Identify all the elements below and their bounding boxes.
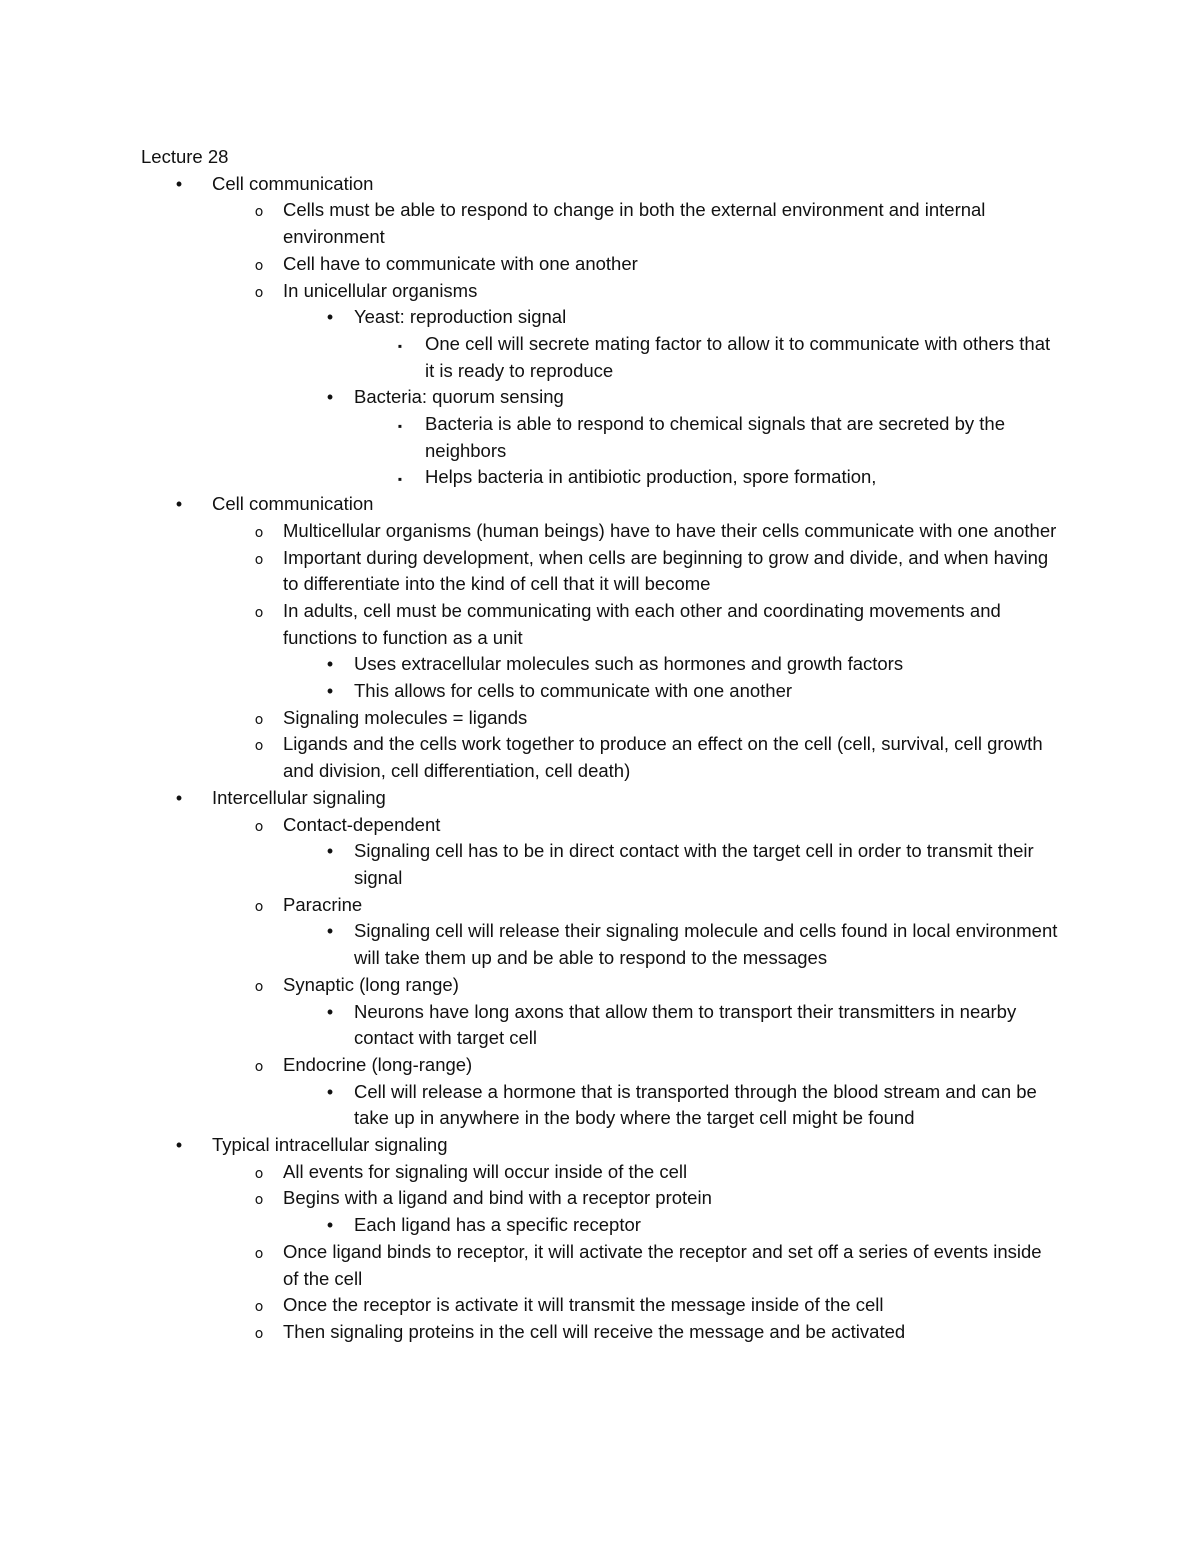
outline-item-text: This allows for cells to communicate with one another — [354, 680, 793, 702]
outline-item-text: Each ligand has a specific receptor — [354, 1214, 641, 1236]
outline-item-level-4 — [354, 464, 1061, 491]
circle-bullet-icon — [249, 972, 269, 1001]
bullet-icon — [320, 1079, 340, 1106]
bullet-icon — [320, 304, 340, 331]
circle-bullet-icon — [249, 598, 269, 627]
outline-item-level-1 — [141, 785, 1061, 1132]
outline-item-text: Uses extracellular molecules such as hormones and growth factors — [354, 653, 904, 675]
outline-item-text: Cell have to communicate with one another — [283, 252, 638, 274]
outline-item-level-2 — [212, 545, 1061, 598]
circle-bullet-icon — [249, 251, 269, 280]
circle-bullet-icon — [249, 197, 269, 226]
outline-item-level-2 — [212, 731, 1061, 784]
outline-item-level-2 — [212, 598, 1061, 705]
outline-sublist — [212, 197, 1061, 491]
bullet-icon — [320, 999, 340, 1026]
bullet-icon — [320, 651, 340, 678]
outline-item-level-2 — [212, 1239, 1061, 1292]
outline-item-level-3 — [283, 838, 1061, 891]
outline-item-level-4 — [354, 331, 1061, 384]
outline-item-level-2 — [212, 972, 1061, 1052]
outline-item-text: In adults, cell must be communicating with each other and coordinating movements and functions to function as a unit — [283, 599, 1001, 648]
outline-sublist — [212, 1159, 1061, 1346]
outline-item-level-2 — [212, 1185, 1061, 1238]
bullet-icon — [320, 384, 340, 411]
outline-item-text: Once the receptor is activate it will transmit the message inside of the cell — [283, 1294, 884, 1316]
bullet-icon — [169, 491, 189, 518]
outline-item-level-3 — [283, 1212, 1061, 1239]
outline-item-text: Bacteria is able to respond to chemical signals that are secreted by the neighbors — [425, 413, 1005, 461]
circle-bullet-icon — [249, 545, 269, 574]
outline-item-text: Once ligand binds to receptor, it will activate the receptor and set off a series of events inside of the cell — [283, 1240, 1042, 1289]
outline-item-text: Signaling cell has to be in direct contact with the target cell in order to transmit their signal — [354, 840, 1034, 888]
outline-item-text: Paracrine — [283, 893, 363, 915]
bullet-icon — [320, 1212, 340, 1239]
square-bullet-icon — [390, 464, 410, 493]
bullet-icon — [320, 918, 340, 945]
outline-item-text: Typical intracellular signaling — [212, 1134, 448, 1156]
outline-sublist — [212, 812, 1061, 1132]
outline-item-text: In unicellular organisms — [283, 279, 478, 301]
outline-item-level-2 — [212, 278, 1061, 492]
outline-sublist — [354, 411, 1061, 491]
outline-item-level-4 — [354, 411, 1061, 464]
document-content — [141, 144, 1061, 1346]
outline-sublist — [283, 304, 1061, 491]
outline-item-level-2 — [212, 251, 1061, 278]
outline-item-level-1 — [141, 171, 1061, 491]
circle-bullet-icon — [249, 812, 269, 841]
circle-bullet-icon — [249, 518, 269, 547]
outline-item-level-3 — [283, 304, 1061, 384]
outline-item-level-1 — [141, 491, 1061, 785]
outline-item-text: Intercellular signaling — [212, 786, 386, 808]
bullet-icon — [169, 171, 189, 198]
outline-item-text: Cells must be able to respond to change in both the external environment and internal environment — [283, 199, 986, 248]
outline-item-level-3 — [283, 384, 1061, 491]
outline-sublist — [283, 1079, 1061, 1132]
outline-item-text: Signaling molecules = ligands — [283, 706, 528, 728]
circle-bullet-icon — [249, 731, 269, 760]
outline-item-level-3 — [283, 999, 1061, 1052]
outline-item-text: Multicellular organisms (human beings) have to have their cells communicate with one another — [283, 519, 1057, 541]
outline-sublist — [283, 838, 1061, 891]
outline-item-level-3 — [283, 678, 1061, 705]
outline-list — [141, 171, 1061, 1346]
circle-bullet-icon — [249, 1292, 269, 1321]
outline-item-level-2 — [212, 1319, 1061, 1346]
outline-item-text: Neurons have long axons that allow them to transport their transmitters in nearby contact with target cell — [354, 1000, 1017, 1049]
outline-item-text: Then signaling proteins in the cell will receive the message and be activated — [283, 1320, 906, 1342]
outline-item-level-2 — [212, 1292, 1061, 1319]
circle-bullet-icon — [249, 1159, 269, 1188]
outline-item-level-2 — [212, 812, 1061, 892]
outline-item-text: Cell communication — [212, 172, 374, 194]
outline-item-text: One cell will secrete mating factor to allow it to communicate with others that it is ready to reproduce — [425, 332, 1051, 381]
outline-item-text: Cell will release a hormone that is transported through the blood stream and can be take up in anywhere in the body where the target cell might be found — [354, 1080, 1037, 1129]
outline-item-level-2 — [212, 197, 1061, 250]
bullet-icon — [320, 838, 340, 865]
square-bullet-icon — [390, 331, 410, 360]
outline-item-text: All events for signaling will occur inside of the cell — [283, 1160, 688, 1182]
outline-sublist — [354, 331, 1061, 384]
outline-item-level-2 — [212, 705, 1061, 732]
outline-item-level-3 — [283, 918, 1061, 971]
outline-item-level-3 — [283, 1079, 1061, 1132]
circle-bullet-icon — [249, 278, 269, 307]
circle-bullet-icon — [249, 1185, 269, 1214]
document-title: Lecture 28 — [141, 146, 229, 167]
outline-sublist — [212, 518, 1061, 785]
outline-item-level-2 — [212, 892, 1061, 972]
outline-sublist — [283, 918, 1061, 971]
outline-item-text: Signaling cell will release their signaling molecule and cells found in local environment will take them up and be able to respond to the messages — [354, 920, 1058, 969]
outline-item-text: Important during development, when cells are beginning to grow and divide, and when having to differentiate into the kind of cell that it will become — [283, 546, 1049, 595]
outline-item-level-1 — [141, 1132, 1061, 1346]
outline-item-text: Endocrine (long-range) — [283, 1053, 473, 1075]
circle-bullet-icon — [249, 1319, 269, 1348]
circle-bullet-icon — [249, 1239, 269, 1268]
outline-item-text: Synaptic (long range) — [283, 973, 459, 995]
outline-sublist — [283, 999, 1061, 1052]
outline-item-level-2 — [212, 1052, 1061, 1132]
bullet-icon — [320, 678, 340, 705]
outline-item-text: Contact-dependent — [283, 813, 441, 835]
outline-item-text: Bacteria: quorum sensing — [354, 386, 564, 408]
bullet-icon — [169, 1132, 189, 1159]
circle-bullet-icon — [249, 892, 269, 921]
outline-item-text: Ligands and the cells work together to produce an effect on the cell (cell, survival, cell growth and division, cell differentiation, cell death) — [283, 733, 1043, 782]
outline-item-text: Begins with a ligand and bind with a receptor protein — [283, 1187, 712, 1209]
circle-bullet-icon — [249, 705, 269, 734]
outline-sublist — [283, 651, 1061, 704]
outline-item-text: Helps bacteria in antibiotic production, spore formation, — [425, 466, 877, 488]
outline-sublist — [283, 1212, 1061, 1239]
bullet-icon — [169, 785, 189, 812]
outline-item-text: Cell communication — [212, 493, 374, 515]
square-bullet-icon — [390, 411, 410, 440]
outline-item-level-2 — [212, 518, 1061, 545]
outline-item-level-3 — [283, 651, 1061, 678]
outline-item-level-2 — [212, 1159, 1061, 1186]
circle-bullet-icon — [249, 1052, 269, 1081]
outline-item-text: Yeast: reproduction signal — [354, 306, 567, 328]
